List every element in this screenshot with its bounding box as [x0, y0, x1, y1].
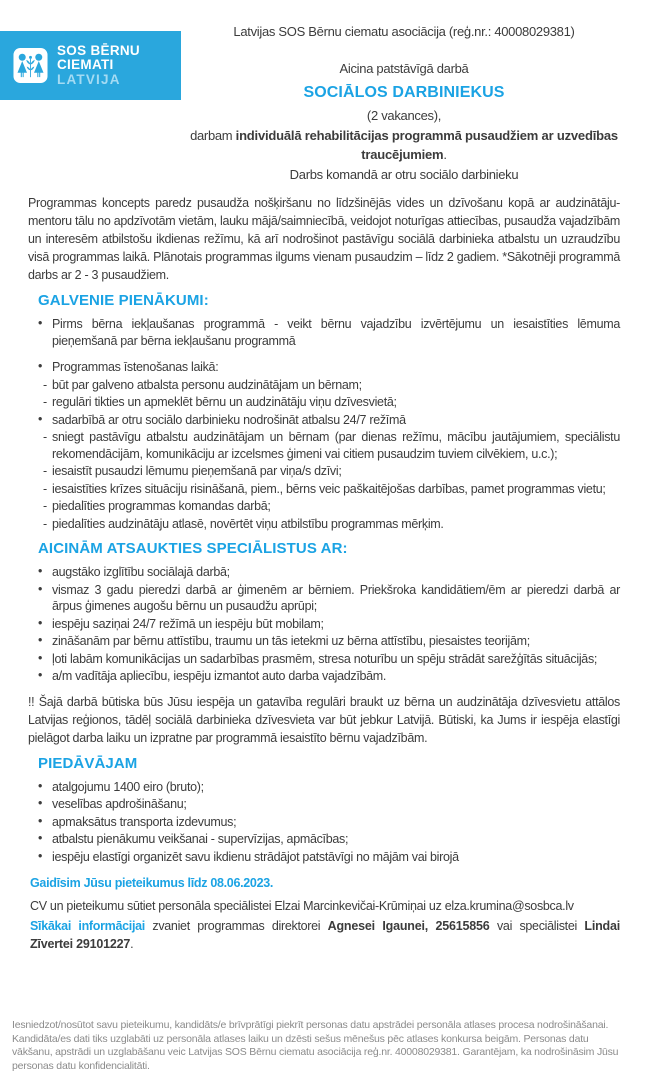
requirements-heading: AICINĀM ATSAUKTIES SPECIĀLISTUS AR: — [38, 540, 348, 557]
bullet-icon: • — [38, 848, 43, 863]
list-item — [28, 412, 620, 429]
bullet-icon: • — [38, 359, 43, 373]
info-suffix: . — [130, 936, 134, 951]
info-line — [30, 918, 620, 953]
logo-text — [57, 44, 140, 88]
list-item-text: Programmas īstenošanas laikā: — [52, 360, 219, 374]
header — [0, 0, 648, 190]
offer-heading: PIEDĀVĀJAM — [38, 754, 138, 772]
list-item-text: iespēju elastīgi organizēt savu ikdienu strādājot patstāvīgi no mājām vai birojā — [52, 849, 459, 864]
privacy-fineprint: Iesniedzot/nosūtot savu pieteikumu, kandidāts/e brīvprātīgi piekrīt personas datu apstrādei personāla atlases procesa nodrošināšanai. Kandidāta/es dati tiks uzglabāti uz personāla atlases laiku un dzēsti sešus mēnešus pēc atlases konkursa beigām. Personas datu vākšanu, apstrādi un uzglabāšanu veic Latvijas SOS Bērnu ciematu asociācija reģ.nr. 40008029381. Garantējam, ka nodrošināsim Jūsu personas datu konfidencialitāti. — [12, 1019, 619, 1072]
bullet-icon: • — [38, 581, 43, 596]
bullet-icon: • — [38, 668, 43, 682]
list-item-text: augstāko izglītību sociālajā darbā; — [52, 565, 230, 579]
bullet-icon: • — [38, 813, 43, 828]
list-item — [28, 564, 620, 581]
duties-heading: GALVENIE PIENĀKUMI: — [38, 292, 209, 309]
info-mid1: zvaniet programmas direktorei — [144, 919, 328, 933]
invite-line: Aicina patstāvīgā darbā — [339, 61, 469, 76]
list-item — [28, 616, 620, 633]
list-item-text: apmaksātus transporta izdevumus; — [52, 814, 237, 829]
intro-paragraph: Programmas koncepts paredz pusaudža nošķiršanu no līdzšinējās vides un dzīvošanu kopā ar audzinātāju-mentoru tālu no apdzīvotām vietām, lauku mājā/saimniecībā, veidojot noturīgas attiecības, pusaudža vajadzībām un interesēm atbilstošu ikdienas režīmu, kā arī nodrošinot pastāvīgu sociālā darbinieka atbalstu un uzraudzību visā programmas laikā. Plānotais programmas ilgums vienam pusaudzim – līdz 2 gadiem. *Sākotnēji programmā darbs ar 2 - 3 pusaudžiem. — [28, 196, 620, 282]
list-item — [28, 651, 620, 668]
vacancies-line: (2 vakances), — [366, 108, 442, 123]
logo-line1: SOS BĒRNU — [57, 42, 140, 58]
job-title: SOCIĀLOS DARBINIEKUS — [303, 84, 505, 101]
info-label: Sīkākai informācijai — [30, 919, 145, 933]
list-item — [28, 359, 620, 376]
list-item-text: atalgojumu 1400 eiro (bruto); — [52, 779, 204, 794]
header-text-block — [160, 24, 648, 184]
info-director-phone: Agnesei Igaunei, 25615856 — [327, 919, 490, 933]
list-item-text: atbalstu pienākumu veikšanai - supervīzijas, apmācības; — [52, 832, 349, 846]
dash-icon: - — [43, 430, 47, 444]
logo-line3: LATVIJA — [57, 71, 121, 87]
info-mid2: vai speciālistei — [489, 919, 585, 933]
note-paragraph: !! Šajā darbā būtiska būs Jūsu iespēja un gatavība regulāri braukt uz bērna un audzinātāja dzīvesvietu attālos Latvijas reģionos, tādēļ sociālā darbinieka dzīvesvieta var būt jebkur Latvijā. Būtiski, ka Jums ir iespēja elastīgi pielāgot darba laiku un izpratne par programmā iesaistīto bērnu vajadzībām. — [28, 694, 620, 745]
list-item — [28, 668, 620, 685]
list-item — [28, 481, 620, 498]
info-specialist-phone: Lindai Zīvertei 29101227 — [30, 919, 621, 951]
dash-icon: - — [43, 516, 47, 531]
team-line: Darbs komandā ar otru sociālo darbinieku — [289, 167, 519, 182]
list-item — [28, 849, 620, 866]
requirements-list — [28, 564, 620, 685]
bullet-icon: • — [38, 796, 43, 810]
list-item — [28, 582, 620, 615]
bullet-icon: • — [38, 564, 43, 578]
bullet-icon: • — [38, 411, 43, 426]
offer-list — [28, 779, 620, 866]
bullet-icon: • — [38, 778, 43, 793]
list-item — [28, 633, 620, 650]
program-bold-text: individuālā rehabilitācijas programmā pusaudžiem ar uzvedības traucējumiem — [235, 128, 618, 162]
logo-line2: CIEMATI — [57, 57, 114, 73]
dash-icon: - — [43, 464, 47, 478]
cv-line — [30, 898, 620, 916]
program-prefix: darbam — [190, 128, 236, 143]
contact-block — [30, 875, 620, 953]
list-item — [28, 316, 620, 349]
list-item-text: piedalīties audzinātāju atlasē, novērtēt viņu atbilstību programmas mērķim. — [52, 516, 444, 531]
list-item — [28, 814, 620, 831]
dash-icon: - — [43, 499, 47, 513]
list-item — [28, 463, 620, 480]
deadline-line: Gaidīsim Jūsu pieteikumus līdz 08.06.2023. — [30, 876, 274, 890]
list-item — [28, 377, 620, 394]
bullet-icon: • — [38, 633, 43, 647]
list-item — [28, 796, 620, 813]
list-item-text: sadarbībā ar otru sociālo darbinieku nodrošināt atbalsu 24/7 režīmā — [52, 412, 406, 427]
list-item-text: iespēju saziņai 24/7 režīmā un iespēju būt mobilam; — [52, 616, 324, 631]
program-line — [189, 127, 619, 164]
list-item-text: piedalīties programmas komandas darbā; — [52, 499, 271, 513]
list-item-text: vismaz 3 gadu pieredzi darbā ar ģimenēm ar bērniem. Priekšroka kandidātiem/ēm ar pieredzi darbā ar ārpus ģimenes augošu bērnu un pusaudžu aprūpi; — [52, 582, 620, 613]
list-item-text: iesaistīties krīzes situāciju risināšanā, piem., bērns veic paškaitējošas darbības, pamet programmas vietu; — [52, 481, 606, 496]
list-item-text: ļoti labām komunikācijas un sadarbības prasmēm, stresa noturību un spēju strādāt sarežģītās situācijās; — [52, 651, 598, 666]
dash-icon: - — [43, 377, 47, 392]
list-item — [28, 779, 620, 796]
list-item — [28, 394, 620, 411]
bullet-icon: • — [38, 831, 43, 845]
list-item — [28, 429, 620, 462]
sos-children-icon — [13, 47, 48, 84]
list-item-text: veselības apdrošināšanu; — [52, 797, 187, 811]
sos-logo — [0, 31, 181, 100]
organization-line: Latvijas SOS Bērnu ciematu asociācija (reģ.nr.: 40008029381) — [233, 24, 575, 39]
bullet-icon: • — [38, 615, 43, 630]
duties-list — [28, 316, 620, 532]
list-item-text: būt par galveno atbalsta personu audzinātājam un bērnam; — [52, 377, 362, 392]
bullet-icon: • — [38, 650, 43, 665]
list-item-text: zināšanām par bērnu attīstību, traumu un tās ietekmi uz bērna attīstību, piesaistes teorijām; — [52, 634, 530, 648]
main-content — [28, 194, 620, 953]
list-item — [28, 516, 620, 533]
program-suffix: . — [443, 146, 447, 162]
dash-icon: - — [43, 395, 47, 409]
email-address: elza.krumina@sosbca.lv — [444, 898, 574, 913]
list-item — [28, 831, 620, 848]
list-item-text: a/m vadītāja apliecību, iespēju izmantot auto darba vajadzībām. — [52, 669, 387, 683]
list-item — [28, 498, 620, 515]
dash-icon: - — [43, 481, 47, 496]
cv-line-text: CV un pieteikumu sūtiet personāla speciālistei Elzai Marcinkevičai-Krūmiņai uz — [30, 898, 445, 913]
list-item-text: regulāri tikties un apmeklēt bērnu un audzinātāju viņu dzīvesvietā; — [52, 395, 397, 409]
list-item-text: sniegt pastāvīgu atbalstu audzinātājam un bērnam (par dienas režīmu, mācību jautājumiem, speciālistu rekomendācijām, komunikāciju ar izcelsmes ģimeni vai citiem pusaudzim tuviem cilvēkiem, u.c.); — [52, 430, 620, 461]
bullet-icon: • — [38, 316, 43, 330]
list-item-text: Pirms bērna iekļaušanas programmā - veikt bērnu vajadzību izvērtējumu un iesaistīties lēmuma pieņemšanā par bērna iekļaušanu programmā — [52, 317, 620, 348]
list-item-text: iesaistīt pusaudzi lēmumu pieņemšanā par viņa/s dzīvi; — [52, 464, 342, 478]
